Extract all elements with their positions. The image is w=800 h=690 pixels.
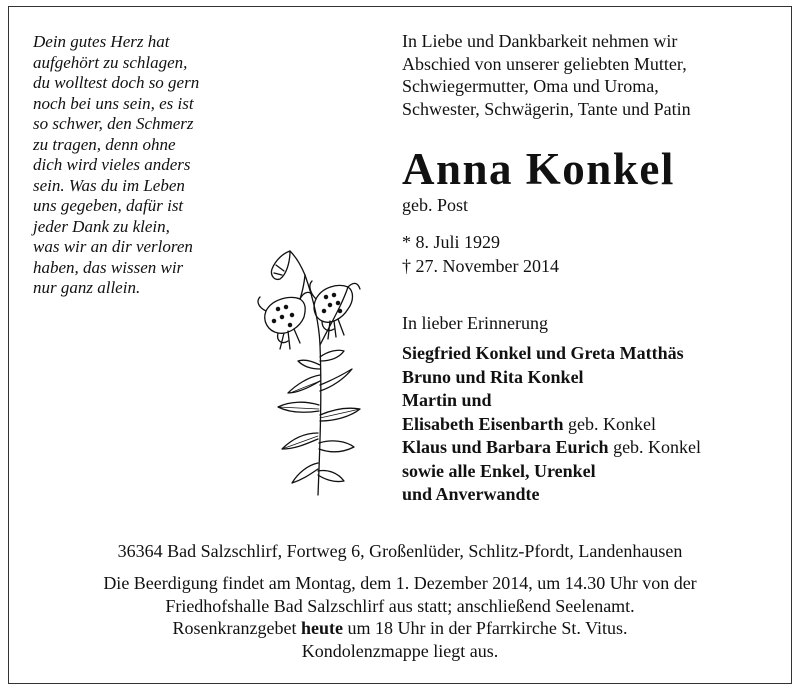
address-line: 36364 Bad Salzschlirf, Fortweg 6, Großenlüder, Schlitz-Pfordt, Landenhausen (117, 541, 683, 561)
intro-line: Abschied von unserer geliebten Mutter, (402, 53, 687, 74)
poem-line: was wir an dir verloren (33, 237, 193, 256)
intro-line: Schwiegermutter, Oma und Uroma, (402, 76, 659, 96)
mourner-line: sowie alle Enkel, Urenkel (402, 460, 596, 481)
poem-line: nur ganz allein. (33, 278, 141, 297)
poem-line: Dein gutes Herz hat (33, 32, 170, 51)
funeral-line: Die Beerdigung findet am Montag, dem 1. Dezember 2014, um 14.30 Uhr von der (103, 573, 697, 593)
mourner-line: und Anverwandte (402, 484, 540, 504)
intro-text (402, 30, 782, 120)
mourner-line: Martin und (402, 390, 492, 410)
mourners-list (402, 342, 701, 507)
poem (33, 32, 263, 299)
intro-line: In Liebe und Dankbarkeit nehmen wir (402, 31, 678, 51)
poem-line: jeder Dank zu klein, (33, 216, 170, 236)
poem-line: dich wird vieles anders (33, 155, 191, 174)
maiden-name: geb. Post (402, 195, 469, 215)
poem-line: du wolltest doch so gern (33, 73, 200, 92)
mourner-line: Klaus und Barbara Eurich geb. Konkel (402, 437, 702, 457)
lily-illustration (250, 225, 380, 500)
intro-line: Schwester, Schwägerin, Tante und Patin (402, 98, 691, 119)
mourner-line: Bruno und Rita Konkel (402, 366, 584, 387)
funeral-line: Friedhofshalle Bad Salzschlirf aus statt; anschließend Seelenamt. (165, 595, 635, 616)
funeral-details (0, 572, 800, 662)
mourner-line: Elisabeth Eisenbarth geb. Konkel (402, 413, 657, 434)
poem-line: haben, das wissen wir (33, 257, 184, 277)
life-dates (402, 230, 559, 278)
death-date: † 27. November 2014 (402, 256, 559, 276)
poem-line: noch bei uns sein, es ist (33, 93, 194, 113)
funeral-line: Kondolenzmappe liegt aus. (301, 640, 499, 661)
poem-line: uns gegeben, dafür ist (33, 196, 184, 215)
birth-date: * 8. Juli 1929 (402, 232, 501, 252)
memory-heading: In lieber Erinnerung (402, 313, 548, 333)
poem-line: aufgehört zu schlagen, (33, 52, 188, 72)
poem-line: so schwer, den Schmerz (33, 114, 194, 133)
mourner-line: Siegfried Konkel und Greta Matthäs (402, 343, 684, 363)
poem-line: zu tragen, denn ohne (33, 134, 176, 154)
deceased-name: Anna Konkel (402, 144, 675, 194)
poem-line: sein. Was du im Leben (33, 175, 185, 195)
funeral-line: Rosenkranzgebet heute um 18 Uhr in der Pfarrkirche St. Vitus. (172, 618, 628, 638)
